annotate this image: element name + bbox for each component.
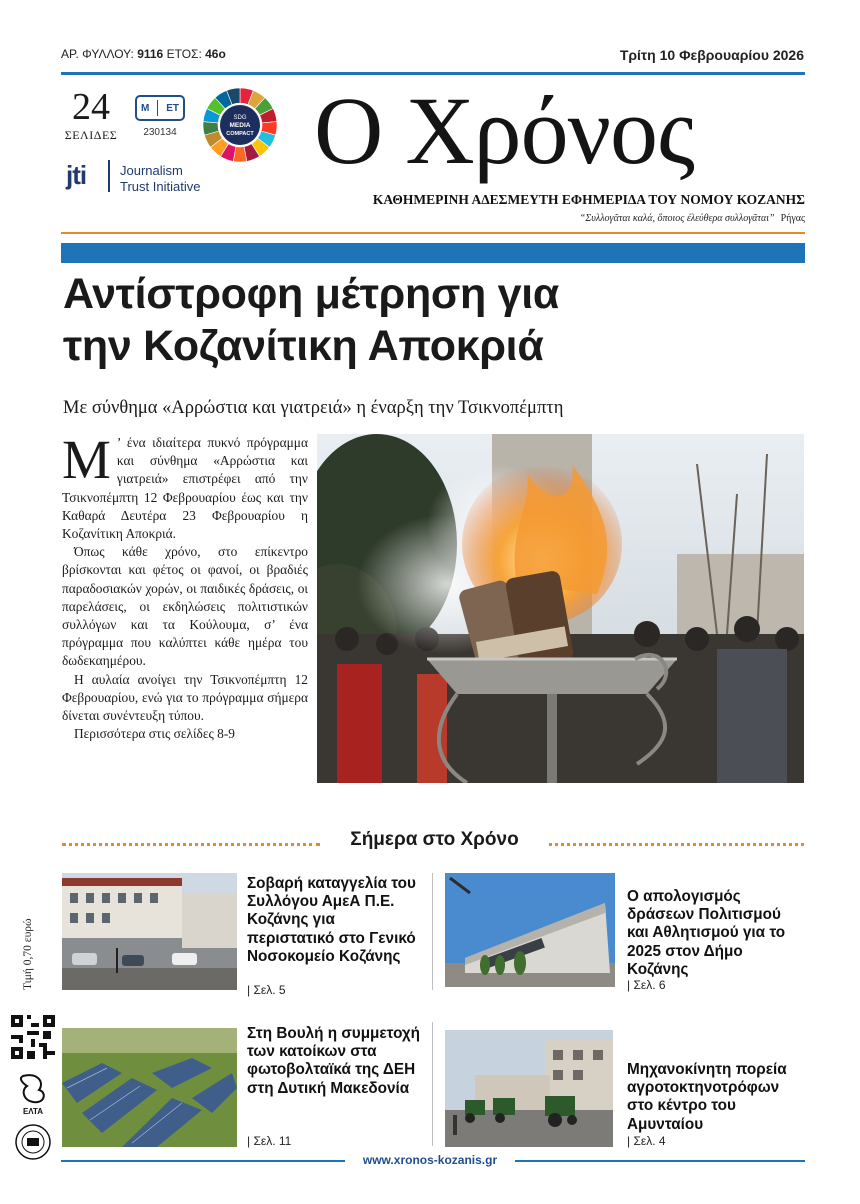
jti-logo: jti — [66, 160, 87, 190]
story-divider — [432, 1022, 433, 1146]
motto-author: Ρήγας — [780, 213, 805, 224]
met-logo — [135, 95, 185, 121]
lead-article-body — [62, 429, 308, 743]
story-page-ref: | Σελ. 4 — [627, 1134, 666, 1148]
story-title[interactable]: Σοβαρή καταγγελία του Συλλόγου ΑμεΑ Π.Ε. Κοζάνης για περιστατικό στο Γενικό Νοσοκομείο Κοζάνης — [247, 875, 416, 965]
newspaper-subtitle: ΚΑΘΗΜΕΡΙΝΗ ΑΔΕΣΜΕΥΤΗ ΕΦΗΜΕΡΙΔΑ ΤΟΥ ΝΟΜΟΥ ΚΟΖΑΝΗΣ — [372, 192, 805, 207]
motto-text: “Συλλογᾶται καλά, ὅποιος ἐλεύθερα συλλογᾶται” — [579, 213, 775, 224]
lead-subhead: Με σύνθημα «Αρρώστια και γιατρειά» η έναρξη την Τσικνοπέμπτη — [63, 398, 564, 418]
story-page-ref: | Σελ. 5 — [247, 983, 286, 997]
story-divider — [432, 873, 433, 990]
issue-number: 9116 — [137, 47, 164, 61]
blue-band — [61, 243, 805, 263]
price-label — [20, 880, 40, 990]
dropcap: Μ — [62, 429, 111, 490]
paragraph-3: Η αυλαία ανοίγει την Τσικνοπέμπτη 12 Φεβρουαρίου, ενώ για το πρόγραμμα σήμερα δίνεται συνέντευξη τύπου. — [62, 671, 308, 724]
issue-info — [61, 47, 226, 61]
story-title[interactable]: Μηχανοκίνητη πορεία αγροτοκτηνοτρόφων στο κέντρο του Αμυνταίου — [627, 1061, 787, 1133]
story-page-ref: | Σελ. 6 — [627, 978, 666, 992]
postage-stamp-icon — [14, 1123, 52, 1161]
issue-date: Τρίτη 10 Φεβρουαρίου 2026 — [619, 47, 804, 63]
price-text: Τιμή 0,70 ευρώ — [22, 918, 34, 990]
orange-rule — [61, 232, 805, 234]
paragraph-2: Όπως κάθε χρόνο, στο επίκεντρο βρίσκονται και φέτος οι φανοί, οι βραδιές παραδοσιακών χορών, οι παιδικές δράσεις, οι παρελάσεις, οι εκδηλώσεις πολιτιστικών συλλόγων και τα Κούλουμα, σ’ ένα πρόγραμμα που καλύπτει κάθε ημέρα του δωδεκαημέρου. — [62, 544, 308, 669]
elta-text: ΕΛΤΑ — [22, 1107, 44, 1116]
top-rule — [61, 72, 805, 75]
section-dots-left — [62, 843, 320, 846]
paragraph-1-text: ’ ένα ιδιαίτερα πυκνό πρόγραμμα και σύνθημα «Αρρώστια και γιατρειά» επιστρέφει από την Τσικνοπέμπτη 12 Φεβρουαρίου έως και την Καθαρά Δευτέρα 23 Φεβρουαρίου η Κοζανίτικη Αποκριά. — [62, 435, 308, 542]
qr-code-icon[interactable] — [11, 1015, 55, 1059]
elta-logo-icon — [17, 1072, 49, 1116]
year-number: 46ο — [205, 47, 226, 61]
met-right: ΕΤ — [166, 102, 179, 114]
lead-headline[interactable] — [63, 268, 803, 372]
jti-line-1: Journalism — [120, 163, 183, 178]
story-title[interactable]: Ο απολογισμός δράσεων Πολιτισμού και Αθλητισμού για το 2025 στον Δήμο Κοζάνης — [627, 888, 786, 978]
motto — [314, 213, 805, 224]
met-left: Μ — [140, 102, 150, 114]
jti-divider — [108, 160, 110, 192]
sdg-text-3: COMPACT — [226, 131, 254, 137]
story-page-ref: | Σελ. 11 — [247, 1134, 292, 1148]
pages-count: 24 — [72, 86, 110, 128]
more-pages-link[interactable]: Περισσότερα στις σελίδες 8-9 — [74, 726, 235, 742]
headline-line-1: Αντίστροφη μέτρηση για — [63, 270, 560, 318]
story-title[interactable]: Στη Βουλή η συμμετοχή των κατοίκων στα φωτοβολταϊκά της ΔΕΗ στη Δυτική Μακεδονία — [247, 1025, 421, 1097]
sdg-text-1: SDG — [233, 115, 247, 121]
newspaper-title: Ο Χρόνος — [314, 77, 694, 184]
met-code: 230134 — [143, 127, 177, 138]
section-dots-right — [549, 843, 804, 846]
sdg-text-2: MEDIA — [229, 122, 251, 129]
issue-label: ΑΡ. ΦΥΛΛΟΥ: — [61, 47, 134, 61]
cultural-building-thumbnail[interactable] — [445, 873, 615, 987]
paragraph-1 — [62, 429, 308, 543]
hospital-thumbnail[interactable] — [62, 873, 237, 990]
pages-label: ΣΕΛΙΔΕΣ — [64, 128, 118, 142]
solar-panels-thumbnail[interactable] — [62, 1028, 237, 1147]
carnival-fire-photo[interactable] — [317, 434, 804, 783]
tractor-protest-thumbnail[interactable] — [445, 1030, 613, 1147]
headline-line-2: την Κοζανίτικη Αποκριά — [63, 322, 544, 370]
website-link[interactable]: www.xronos-kozanis.gr — [345, 1150, 515, 1170]
section-title-today: Σήμερα στο Χρόνο — [350, 829, 519, 850]
year-label: ΕΤΟΣ: — [166, 47, 202, 61]
sdg-media-compact-logo — [202, 87, 278, 163]
jti-line-2: Trust Initiative — [120, 179, 201, 194]
